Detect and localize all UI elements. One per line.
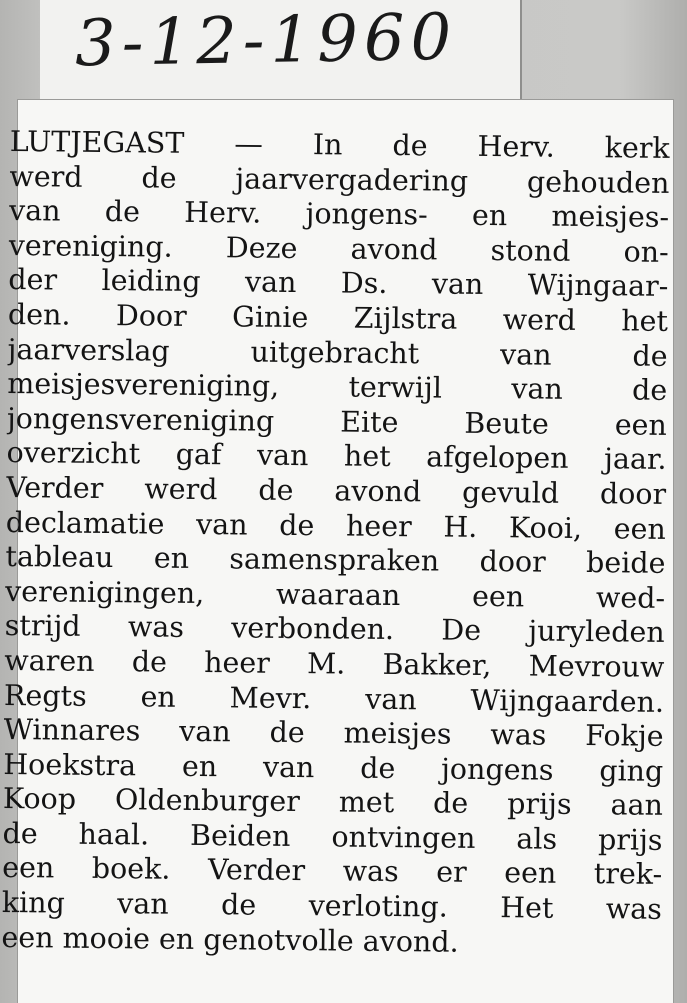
article-line: de haal. Beiden ontvingen als prijs — [2, 816, 663, 857]
article-line: declamatie van de heer H. Kooi, een — [5, 505, 666, 546]
article-line: van de Herv. jongens- en meisjes- — [8, 194, 670, 235]
article-line: Koop Oldenburger met de prijs aan — [2, 782, 664, 823]
article-line: Hoekstra en van de jongens ging — [3, 747, 664, 788]
article-line: der leiding van Ds. van Wijngaar- — [8, 263, 669, 304]
article-line: meisjesvereniging, terwijl van de — [7, 367, 668, 408]
article-line: tableau en samenspraken door beide — [5, 540, 666, 581]
article-body — [1, 125, 670, 962]
article-line: Verder werd de avond gevuld door — [6, 470, 667, 511]
article-line: LUTJEGAST — In de Herv. kerk — [9, 125, 670, 165]
article-line: een mooie en genotvolle avond. — [1, 920, 459, 959]
article-line: Regts en Mevr. van Wijngaarden. — [3, 678, 665, 719]
article-line: king van de verloting. Het was — [1, 886, 662, 926]
article-line: een boek. Verder was er een trek- — [2, 851, 663, 892]
article-line: vereniging. Deze avond stond on- — [8, 228, 669, 269]
article-line: waren de heer M. Bakker, Mevrouw — [4, 643, 665, 684]
article-line: strijd was verbonden. De juryleden — [4, 609, 665, 650]
article-line: den. Door Ginie Zijlstra werd het — [7, 297, 669, 338]
article-line: Winnares van de meisjes was Fokje — [3, 713, 664, 753]
article-line: werd de jaarvergadering gehouden — [9, 159, 670, 200]
article-line: overzicht gaf van het afgelopen jaar. — [6, 436, 667, 477]
article-line: jaarverslag uitgebracht van de — [7, 332, 668, 373]
article-line: jongensvereniging Eite Beute een — [6, 401, 668, 442]
handwritten-date: 3-12-1960 — [74, 0, 458, 82]
article-line: verenigingen, waaraan een wed- — [4, 574, 666, 615]
